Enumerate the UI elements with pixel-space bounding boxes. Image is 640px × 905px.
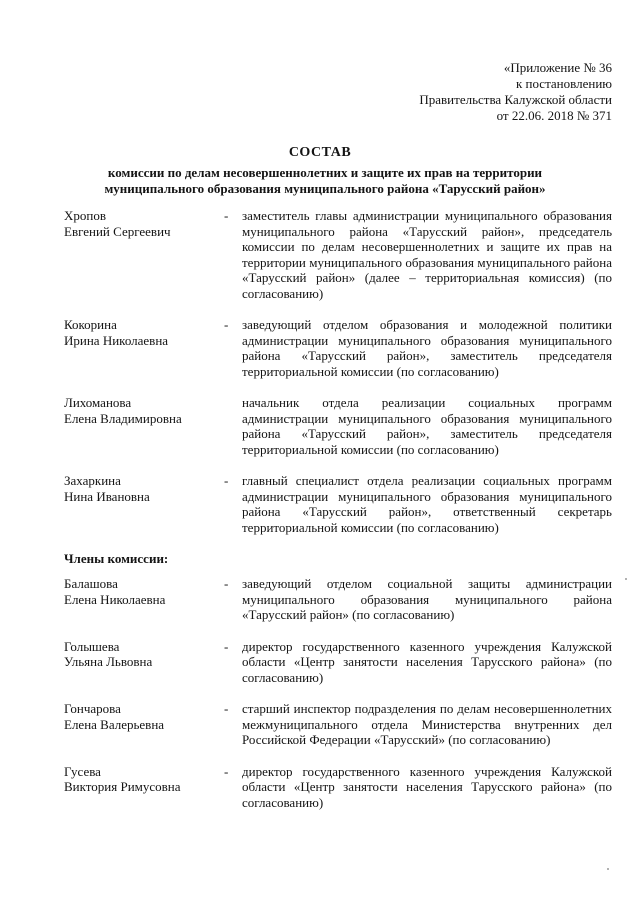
separator-dash: - — [224, 317, 229, 332]
person-surname: Балашова — [64, 576, 118, 591]
person-given-names: Елена Валерьевна — [64, 716, 165, 732]
members-heading: Члены комиссии: — [64, 551, 169, 566]
person-surname: Лихоманова — [64, 395, 132, 410]
separator-dash: - — [224, 638, 229, 654]
person-position: заместитель главы администрации муниципального образования муниципального района «Тарусский район», председатель комиссии по делам несовершеннолетних и защите их прав на территории муниципального образования муниципального района «Тарусский район» (далее – территориальная комиссия) (по согласованию) — [242, 208, 612, 301]
person-name — [64, 639, 224, 670]
person-position: директор государственного казенного учреждения Калужской области «Центр занятости населения Тарусского района» (по согласованию) — [242, 763, 612, 810]
person-given-names: Елена Николаевна — [64, 591, 166, 607]
person-given-names: Нина Ивановна — [64, 488, 150, 504]
person-position: главный специалист отдела реализации социальных программ администрации муниципального образования муниципального района «Тарусский район», ответственный секретарь территориальной комиссии (по согласованию) — [242, 473, 612, 535]
person-given-names: Виктория Римусовна — [64, 779, 181, 794]
person-name — [64, 473, 224, 504]
separator-dash: - — [224, 473, 229, 488]
person-position: директор государственного казенного учреждения Калужской области «Центр занятости населения Тарусского района» (по согласованию) — [242, 638, 612, 685]
commission-entry — [64, 576, 612, 623]
person-surname: Гусева — [64, 763, 101, 779]
appendix-header — [419, 60, 612, 124]
person-position: заведующий отделом социальной защиты администрации муниципального образования муниципального района «Тарусский район» (по согласованию) — [242, 576, 612, 622]
person-surname: Хропов — [64, 208, 106, 223]
person-given-names: Евгений Сергеевич — [64, 223, 171, 239]
person-name — [64, 701, 224, 732]
person-name — [64, 208, 224, 239]
document-title: СОСТАВ — [288, 145, 352, 160]
commission-entry — [64, 764, 612, 811]
person-surname: Кокорина — [64, 317, 117, 332]
person-name — [64, 576, 224, 607]
person-name — [64, 317, 224, 348]
commission-entry — [64, 473, 612, 535]
separator-dash: - — [224, 763, 229, 779]
appendix-resolution-ref: к постановлению — [515, 76, 612, 91]
person-position: старший инспектор подразделения по делам несовершеннолетних межмуниципального отдела Министерства внутренних дел Российской Федерации «Тарусский» (по согласованию) — [242, 701, 612, 747]
person-surname: Захаркина — [64, 473, 121, 488]
separator-dash: - — [224, 208, 229, 223]
person-surname: Голышева — [64, 638, 120, 654]
scan-speck — [607, 868, 609, 870]
commission-entry — [64, 395, 612, 457]
person-position: начальник отдела реализации социальных программ администрации муниципального образования муниципального района «Тарусский район», заместитель председателя территориальной комиссии (по согласованию) — [242, 395, 612, 457]
commission-entry — [64, 208, 612, 301]
appendix-date-number: от 22.06. 2018 № 371 — [496, 108, 612, 123]
appendix-number: «Приложение № 36 — [503, 60, 612, 75]
appendix-authority: Правительства Калужской области — [419, 92, 612, 107]
commission-entry — [64, 639, 612, 686]
scan-speck — [625, 578, 627, 580]
person-given-names: Ульяна Львовна — [64, 654, 153, 669]
person-name — [64, 395, 224, 426]
commission-entry — [64, 317, 612, 379]
separator-dash: - — [224, 576, 229, 591]
person-given-names: Елена Владимировна — [64, 410, 182, 426]
person-surname: Гончарова — [64, 701, 121, 716]
commission-entry — [64, 701, 612, 748]
commission-list — [64, 208, 612, 810]
person-position: заведующий отделом образования и молодежной политики администрации муниципального образования муниципального района «Тарусский район», заместитель председателя территориальной комиссии (по согласованию) — [242, 317, 612, 379]
person-given-names: Ирина Николаевна — [64, 332, 169, 348]
separator-dash: - — [224, 701, 229, 716]
document-subtitle: комиссии по делам несовершеннолетних и защите их прав на территории муниципального образования муниципального района «Тарусский район» — [104, 165, 546, 196]
person-name — [64, 764, 224, 795]
